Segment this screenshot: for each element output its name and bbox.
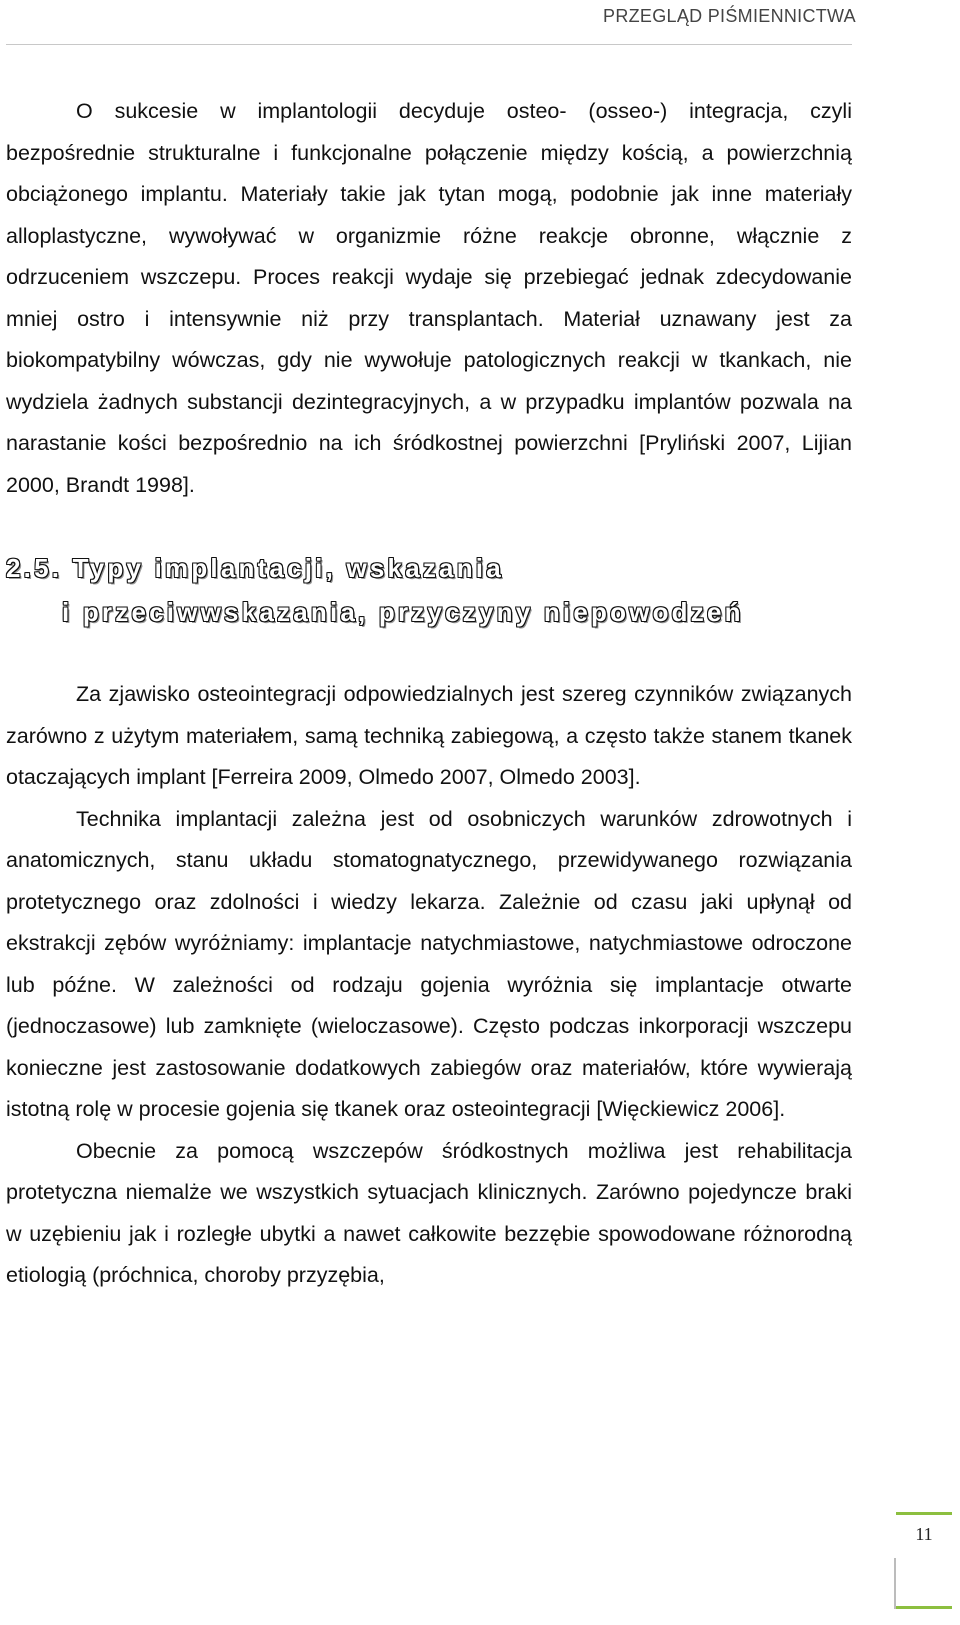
- page-body: [6, 91, 852, 1297]
- header-divider: [6, 44, 852, 45]
- page-number-side-rule: [894, 1558, 896, 1609]
- page-number-bottom-rule: [896, 1606, 952, 1609]
- paragraph-implantation-technique: Technika implantacji zależna jest od osobniczych warunków zdrowotnych i anatomicznych, stanu układu stomatognatycznego, przewidywanego rozwiązania protetycznego oraz zdolności i wiedzy lekarza. Zależnie od czasu jaki upłynął od ekstrakcji zębów wyróżniamy: implantacje natychmiastowe, natychmiastowe odroczone lub późne. W zależności od rodzaju gojenia wyróżnia się implantacje otwarte (jednoczasowe) lub zamknięte (wieloczasowe). Często podczas inkorporacji wszczepu konieczne jest zastosowanie dodatkowych zabiegów oraz materiałów, które wywierają istotną rolę w procesie gojenia się tkanek oraz osteointegracji [Więckiewicz 2006].: [6, 806, 852, 1121]
- page-number-box: [896, 1508, 952, 1614]
- heading-spacer: [6, 634, 852, 674]
- paragraph-osseointegration-factors: Za zjawisko osteointegracji odpowiedzialnych jest szereg czynników związanych zarówno z użytym materiałem, samą techniką zabiegową, a często także stanem tkanek otaczających implant [Ferreira 2009, Olmedo 2007, Olmedo 2003].: [6, 682, 852, 789]
- section-heading: [6, 546, 852, 634]
- page-number-top-rule: [896, 1512, 952, 1515]
- section-title-line-2: i przeciwwskazania, przyczyny niepowodzeń: [62, 597, 744, 627]
- section-number: 2.5.: [6, 553, 63, 583]
- paragraph-prosthetic-rehabilitation: Obecnie za pomocą wszczepów śródkostnych możliwa jest rehabilitacja protetyczna niemalże we wszystkich sytuacjach klinicznych. Zarówno pojedyncze braki w uzębieniu jak i rozległe ubytki a nawet całkowite bezzębie spowodowane różnorodną etiologią (próchnica, choroby przyzębia,: [6, 1138, 852, 1287]
- paragraph-osseointegration: O sukcesie w implantologii decyduje osteo- (osseo-) integracja, czyli bezpośrednie strukturalne i funkcjonalne połączenie między kością, a powierzchnią obciążonego implantu. Materiały takie jak tytan mogą, podobnie jak inne materiały alloplastyczne, wywoływać w organizmie różne reakcje obronne, włącznie z odrzuceniem wszczepu. Proces reakcji wydaje się przebiegać jednak zdecydowanie mniej ostro i intensywnie niż przy transplantach. Materiał uznawany jest za biokompatybilny wówczas, gdy nie wywołuje patologicznych reakcji w tkankach, nie wydziela żadnych substancji dezintegracyjnych, a w przypadku implantów pozwala na narastanie kości bezpośrednio na ich śródkostnej powierzchni [Pryliński 2007, Lijian 2000, Brandt 1998].: [6, 99, 852, 497]
- running-header: PRZEGLĄD PIŚMIENNICTWA: [603, 6, 856, 26]
- page-number: 11: [915, 1524, 933, 1544]
- section-title-line-1: Typy implantacji, wskazania: [72, 553, 504, 583]
